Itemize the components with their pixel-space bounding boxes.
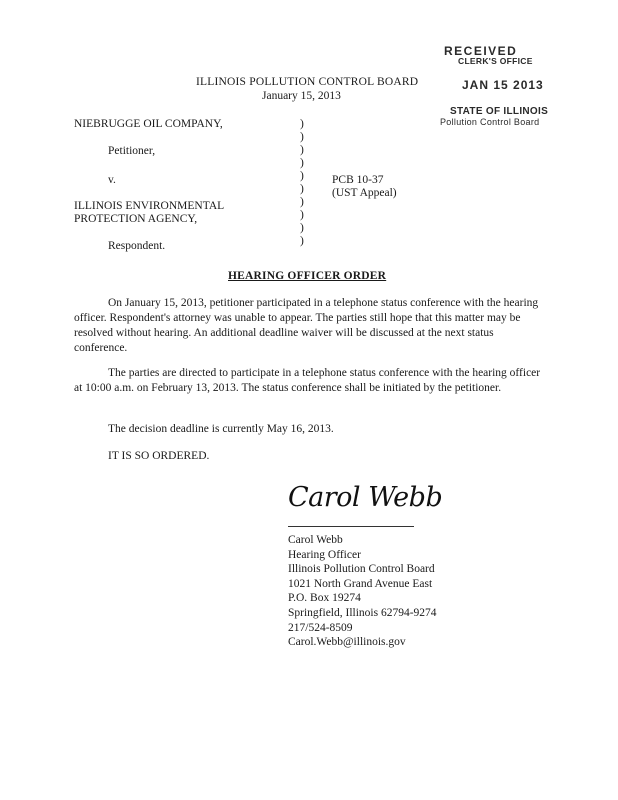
stamp-clerks-office: CLERK'S OFFICE — [458, 56, 533, 66]
signer-street: 1021 North Grand Avenue East — [288, 577, 433, 590]
board-name: ILLINOIS POLLUTION CONTROL BOARD — [196, 76, 419, 88]
paren: ) — [300, 209, 304, 221]
stamp-received: RECEIVED — [444, 44, 518, 58]
signer-po-box: P.O. Box 19274 — [288, 592, 361, 605]
handwritten-signature: Carol Webb — [288, 482, 443, 513]
respondent-role: Respondent. — [108, 240, 166, 252]
paren: ) — [300, 170, 304, 182]
signature-line — [288, 526, 414, 527]
order-paragraph-1: On January 15, 2013, petitioner participated in a telephone status conference with the hearing officer. Respondent's attorney was unable to appear. The parties still hope that this matter may be resolved without hearing. An additional deadline waiver will be discussed at the next status conference. — [74, 297, 539, 354]
paren: ) — [300, 118, 304, 130]
order-date: January 15, 2013 — [262, 90, 341, 102]
petitioner-name: NIEBRUGGE OIL COMPANY, — [74, 118, 223, 130]
paren: ) — [300, 183, 304, 195]
paren: ) — [300, 144, 304, 156]
signer-title: Hearing Officer — [288, 548, 361, 561]
order-paragraph-3: The decision deadline is currently May 16, 2013. — [108, 423, 334, 435]
signature-block — [288, 533, 437, 650]
versus: v. — [108, 174, 116, 186]
signer-organization: Illinois Pollution Control Board — [288, 563, 435, 576]
order-closing: IT IS SO ORDERED. — [108, 450, 210, 462]
stamp-state: STATE OF ILLINOIS — [450, 106, 549, 117]
petitioner-role: Petitioner, — [108, 145, 156, 157]
stamp-date: JAN 15 2013 — [462, 78, 544, 92]
respondent-name-line1: ILLINOIS ENVIRONMENTAL — [74, 200, 225, 212]
paren: ) — [300, 157, 304, 169]
paren: ) — [300, 222, 304, 234]
stamp-board: Pollution Control Board — [440, 117, 540, 127]
signer-name: Carol Webb — [288, 534, 343, 546]
respondent-name-line2: PROTECTION AGENCY, — [74, 213, 198, 225]
order-title: HEARING OFFICER ORDER — [228, 270, 387, 282]
signer-email: Carol.Webb@illinois.gov — [288, 636, 406, 649]
paren: ) — [300, 235, 304, 247]
signer-phone: 217/524-8509 — [288, 621, 353, 634]
paren: ) — [300, 131, 304, 143]
order-paragraph-2: The parties are directed to participate in a telephone status conference with the hearing officer at 10:00 a.m. on February 13, 2013. The status conference shall be initiated by the petitioner. — [74, 367, 541, 394]
case-type: (UST Appeal) — [332, 187, 397, 199]
case-number: PCB 10-37 — [332, 174, 384, 186]
caption-parentheses — [300, 118, 304, 248]
signer-city: Springfield, Illinois 62794-9274 — [288, 606, 437, 619]
paren: ) — [300, 196, 304, 208]
